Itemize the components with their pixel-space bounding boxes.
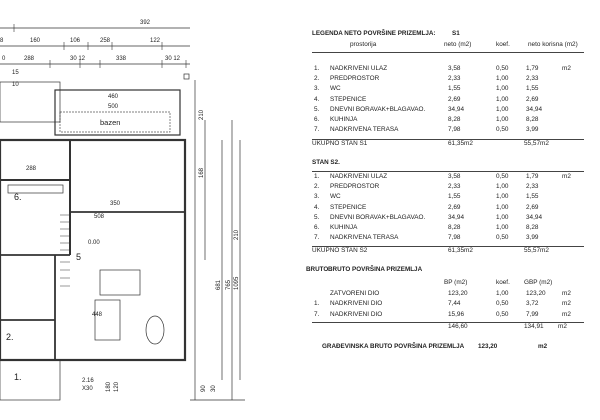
row-neto: 3,58: [448, 173, 461, 180]
row-neto: 3,58: [448, 65, 461, 72]
divider: [312, 171, 584, 172]
row-koef: 0,50: [496, 300, 509, 308]
row-neto: 7,98: [448, 234, 461, 242]
row-korisna: 2,69: [526, 203, 539, 211]
row-koef: 1,00: [496, 75, 509, 83]
col-header-bp: BP (m2): [444, 279, 468, 286]
row-korisna: 1,79: [526, 65, 539, 72]
row-room-name: WC: [330, 85, 341, 93]
col-header-koef: koef.: [496, 41, 510, 48]
row-unit: m2: [562, 65, 571, 72]
row-bp: 7,44: [448, 300, 461, 308]
row-bp: 15,96: [448, 310, 464, 318]
row-korisna: 34,94: [526, 213, 542, 221]
row-gbp: 3,72: [526, 300, 539, 308]
row-koef: 1,00: [496, 224, 509, 231]
legend-title-id: S1: [452, 30, 460, 37]
row-koef: 0,50: [496, 173, 509, 180]
row-neto: 2,69: [448, 95, 461, 103]
dim-681: 681: [216, 279, 222, 290]
row-gbp: 123,20: [526, 290, 546, 297]
room-label-2: 2.: [6, 332, 14, 342]
bruto-total-gbp: 134,91: [524, 323, 544, 330]
gbp-label: GRAĐEVINSKA BRUTO POVRŠINA PRIZEMLJA: [322, 343, 465, 350]
dim-8: 8: [0, 38, 4, 44]
row-koef: 1,00: [496, 213, 509, 221]
dim-120: 120: [114, 381, 120, 392]
col-header-korisna: neto korisna (m2): [528, 41, 578, 48]
row-koef: 1,00: [496, 105, 509, 113]
row-koef: 1,00: [496, 85, 509, 93]
bruto-title-a: BRUTO: [306, 266, 329, 273]
row-room-name: NADKRIVENA TERASA: [330, 126, 399, 134]
gbp-unit: m2: [538, 343, 548, 350]
total-korisna-s1: 55,57m2: [524, 140, 549, 147]
dim-765: 765: [226, 279, 232, 290]
room-label-6: 6.: [14, 192, 22, 202]
dim-10: 10: [12, 82, 19, 88]
row-number: 5.: [314, 213, 320, 221]
row-number: 4.: [314, 203, 320, 211]
row-unit: m2: [562, 173, 571, 180]
row-number: 3.: [314, 85, 320, 93]
dim-30: 30: [211, 385, 217, 392]
row-number: 6.: [314, 224, 320, 231]
dim-180: 180: [106, 381, 112, 392]
row-korisna: 8,28: [526, 224, 539, 231]
dim-288b: 288: [26, 166, 37, 172]
divider: [312, 52, 584, 53]
row-koef: 1,00: [496, 95, 509, 103]
bruto-total-bp: 146,60: [448, 323, 468, 330]
row-koef: 0,50: [496, 126, 509, 134]
row-neto: 34,94: [448, 105, 464, 113]
dim-288: 288: [24, 56, 35, 62]
dim-210b: 210: [234, 229, 240, 240]
legend-title: LEGENDA NETO POVRŠINE PRIZEMLJA:: [312, 30, 436, 37]
row-number: 1.: [314, 300, 320, 308]
dim-30-12: 30 12: [70, 56, 86, 62]
row-number: 5.: [314, 105, 320, 113]
dim-15: 15: [12, 70, 19, 76]
row-unit: m2: [562, 310, 571, 318]
row-number: 7.: [314, 234, 320, 242]
bruto-total-unit: m2: [558, 323, 567, 330]
room-label-1: 1.: [14, 372, 22, 382]
row-neto: 1,55: [448, 85, 461, 93]
row-room-name: PREDPROSTOR: [330, 75, 380, 83]
row-number: 2.: [314, 183, 320, 191]
row-number: 1.: [314, 173, 320, 180]
row-gbp: 7,99: [526, 310, 539, 318]
row-number: 7.: [314, 126, 320, 134]
dim-0-00: 0.00: [88, 240, 100, 246]
dim-160: 160: [30, 38, 41, 44]
row-neto: 8,28: [448, 224, 461, 231]
gbp-value: 123,20: [478, 343, 498, 350]
row-room-name: NADKRIVENI ULAZ: [330, 65, 388, 72]
dim-460: 460: [108, 94, 119, 100]
row-koef: 1,00: [496, 116, 509, 123]
total-neto-s1: 61,35m2: [448, 140, 473, 147]
dim-508: 508: [94, 214, 105, 220]
row-number: 7.: [314, 310, 320, 318]
dim-1095: 1095: [234, 276, 240, 290]
col-header-gbp: GBP (m2): [524, 279, 553, 286]
row-number: 4.: [314, 95, 320, 103]
row-number: 2.: [314, 75, 320, 83]
dim-338: 338: [116, 56, 127, 62]
row-room-name: PREDPROSTOR: [330, 183, 380, 191]
row-unit: m2: [562, 300, 571, 308]
row-room-name: KUHINJA: [330, 224, 358, 231]
col-header-neto: neto (m2): [444, 41, 472, 48]
total-label-s2: UKUPNO STAN S2: [312, 247, 368, 254]
dim-x30: X30: [82, 386, 93, 392]
row-room-name: DNEVNI BORAVAK+BLAGAVAO.: [330, 105, 426, 113]
row-number: 1.: [314, 65, 320, 72]
row-room-name: NADKRIVENI DIO: [330, 300, 383, 308]
row-korisna: 34,94: [526, 105, 542, 113]
row-korisna: 2,33: [526, 183, 539, 191]
row-koef: 1,00: [496, 290, 509, 297]
row-korisna: 1,79: [526, 173, 539, 180]
row-koef: 1,00: [496, 183, 509, 191]
row-koef: 1,00: [496, 203, 509, 211]
col-header-prostorija: prostorija: [350, 41, 377, 48]
total-label-s1: UKUPNO STAN S1: [312, 140, 368, 147]
dim-448: 448: [92, 312, 103, 318]
row-korisna: 8,28: [526, 116, 539, 123]
dim-500: 500: [108, 104, 119, 110]
row-neto: 8,28: [448, 116, 461, 123]
row-room-name: NADKRIVENA TERASA: [330, 234, 399, 242]
row-korisna: 1,55: [526, 193, 539, 201]
room-label-bazen: bazen: [100, 118, 121, 127]
row-number: 3.: [314, 193, 320, 201]
row-room-name: STEPENICE: [330, 203, 367, 211]
row-room-name: NADKRIVENI ULAZ: [330, 173, 388, 180]
dim-0: 0: [2, 56, 6, 62]
total-neto-s2: 61,35m2: [448, 247, 473, 254]
dim-106: 106: [70, 38, 81, 44]
room-label-5: 5: [76, 252, 82, 262]
row-koef: 0,50: [496, 310, 509, 318]
dim-210a: 210: [199, 109, 205, 120]
dim-2-16: 2.16: [82, 378, 94, 384]
row-room-name: ZATVORENI DIO: [330, 290, 380, 297]
row-room-name: WC: [330, 193, 341, 201]
row-unit: m2: [562, 290, 571, 297]
row-neto: 7,98: [448, 126, 461, 134]
dim-30-12b: 30 12: [165, 56, 181, 62]
total-korisna-s2: 55,57m2: [524, 247, 549, 254]
row-korisna: 3,99: [526, 126, 539, 134]
row-neto: 1,55: [448, 193, 461, 201]
row-room-name: DNEVNI BORAVAK+BLAGAVAO.: [330, 213, 426, 221]
row-neto: 2,33: [448, 75, 461, 83]
bruto-title-b: BRUTO POVRŠINA PRIZEMLJA: [328, 266, 423, 273]
dim-350: 350: [110, 201, 121, 207]
row-korisna: 1,55: [526, 85, 539, 93]
row-neto: 2,69: [448, 203, 461, 211]
dim-392: 392: [140, 20, 151, 26]
row-room-name: STEPENICE: [330, 95, 367, 103]
row-koef: 0,50: [496, 65, 509, 72]
dim-90: 90: [201, 385, 207, 392]
row-neto: 34,94: [448, 213, 464, 221]
stan-s2-title: STAN S2.: [312, 159, 340, 166]
row-number: 6.: [314, 116, 320, 123]
dim-122: 122: [150, 38, 161, 44]
row-bp: 123,20: [448, 290, 468, 297]
row-room-name: NADKRIVENI DIO: [330, 310, 383, 318]
row-koef: 1,00: [496, 193, 509, 201]
dim-258: 258: [100, 38, 111, 44]
col-header-bruto-koef: koef.: [496, 279, 510, 286]
row-korisna: 2,69: [526, 95, 539, 103]
dim-168: 168: [199, 167, 205, 178]
row-room-name: KUHINJA: [330, 116, 358, 123]
row-neto: 2,33: [448, 183, 461, 191]
row-koef: 0,50: [496, 234, 509, 242]
row-korisna: 2,33: [526, 75, 539, 83]
row-korisna: 3,99: [526, 234, 539, 242]
